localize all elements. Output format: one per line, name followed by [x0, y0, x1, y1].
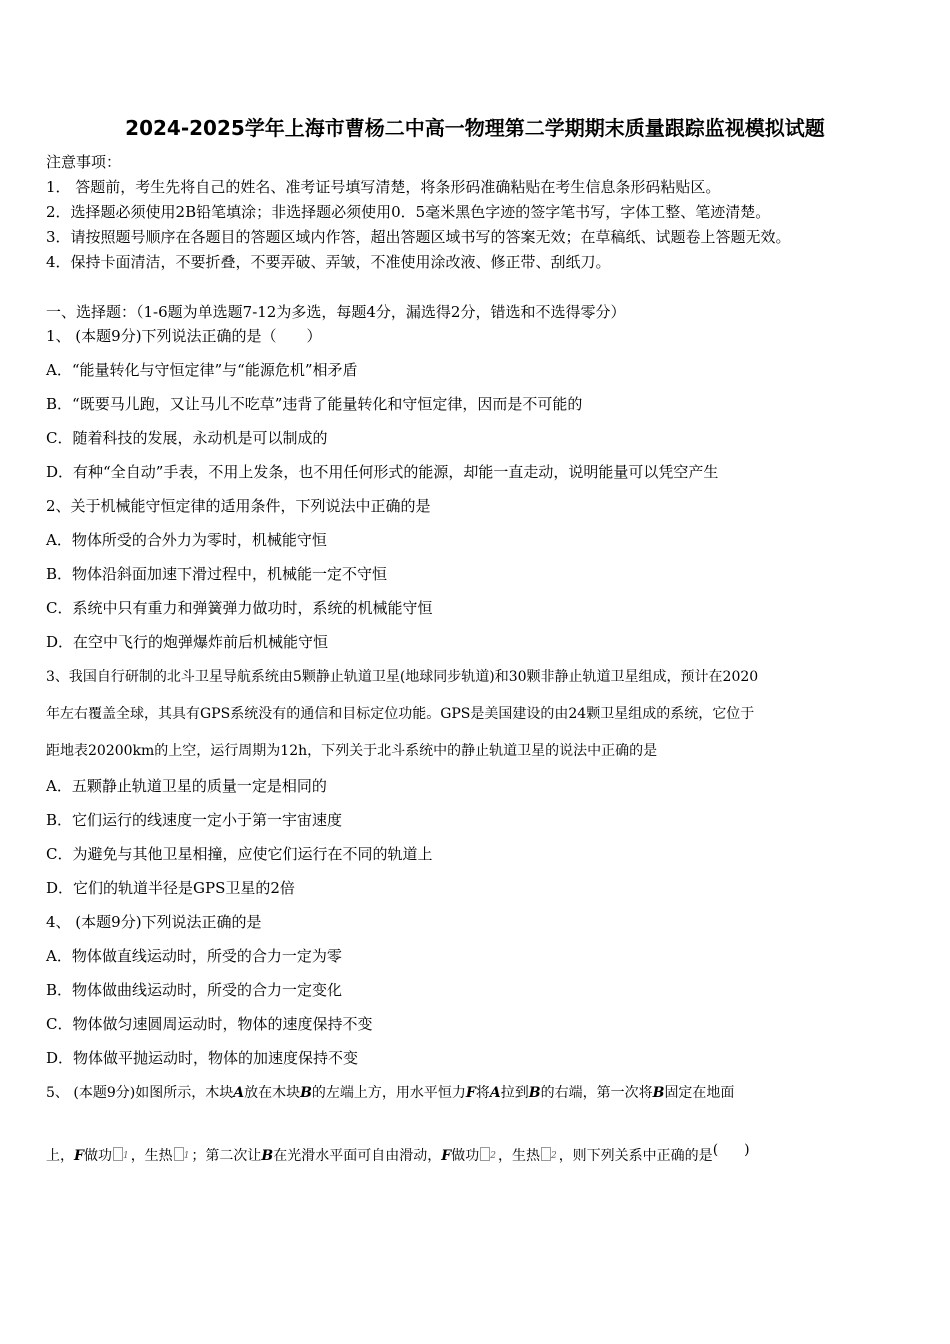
notice-item-2: 2．选择题必须使用2B铅笔填涂；非选择题必须使用0．5毫米黑色字迹的签字笔书写，字体工整、笔迹清楚。 — [46, 203, 771, 221]
formula-image-placeholder — [174, 1147, 184, 1161]
q1-stem: 1、 (本题9分)下列说法正确的是（ ） — [46, 327, 322, 345]
q1-option-c: C．随着科技的发展，永动机是可以制成的 — [46, 429, 328, 447]
q3-stem-line-1: 3、我国自行研制的北斗卫星导航系统由5颗静止轨道卫星(地球同步轨道)和30颗非静止轨道卫星组成，预计在2020 — [46, 669, 759, 685]
q2-stem: 2、关于机械能守恒定律的适用条件，下列说法中正确的是 — [46, 497, 431, 515]
answer-paren-open: ( — [712, 1142, 719, 1158]
q3-option-c: C．为避免与其他卫星相撞，应使它们运行在不同的轨道上 — [46, 845, 433, 863]
q4-option-b: B．物体做曲线运动时，所受的合力一定变化 — [46, 981, 343, 999]
q2-option-c: C．系统中只有重力和弹簧弹力做功时，系统的机械能守恒 — [46, 599, 433, 617]
q2-option-d: D．在空中飞行的炮弹爆炸前后机械能守恒 — [46, 633, 329, 651]
q4-stem: 4、 (本题9分)下列说法正确的是 — [46, 913, 262, 931]
q1-option-b: B．“既要马儿跑，又让马儿不吃草”违背了能量转化和守恒定律，因而是不可能的 — [46, 395, 583, 413]
page-title: 2024-2025学年上海市曹杨二中高一物理第二学期期末质量跟踪监视模拟试题 — [125, 116, 825, 140]
q2-option-a: A．物体所受的合外力为零时，机械能守恒 — [46, 531, 327, 549]
q3-stem-line-3: 距地表20200km的上空，运行周期为12h，下列关于北斗系统中的静止轨道卫星的说法中正确的是 — [46, 743, 658, 759]
q1-option-d: D．有种“全自动”手表，不用上发条，也不用任何形式的能源，却能一直走动，说明能量可以凭空产生 — [46, 463, 719, 481]
q4-option-a: A．物体做直线运动时，所受的合力一定为零 — [46, 947, 342, 965]
q1-option-a: A．“能量转化与守恒定律”与“能源危机”相矛盾 — [46, 361, 358, 379]
notice-item-1: 1． 答题前，考生先将自己的姓名、准考证号填写清楚，将条形码准确粘贴在考生信息条形码粘贴区。 — [46, 178, 721, 196]
notice-item-4: 4．保持卡面清洁，不要折叠，不要弄破、弄皱，不准使用涂改液、修正带、刮纸刀。 — [46, 253, 611, 271]
answer-paren-close: ) — [744, 1142, 750, 1158]
q3-option-d: D．它们的轨道半径是GPS卫星的2倍 — [46, 879, 295, 897]
notice-item-3: 3．请按照题号顺序在各题目的答题区域内作答，超出答题区域书写的答案无效；在草稿纸、试题卷上答题无效。 — [46, 228, 791, 246]
q4-option-c: C．物体做匀速圆周运动时，物体的速度保持不变 — [46, 1015, 373, 1033]
q3-option-a: A．五颗静止轨道卫星的质量一定是相同的 — [46, 777, 327, 795]
q3-stem-line-2: 年左右覆盖全球，其具有GPS系统没有的通信和目标定位功能。GPS是美国建设的由24颗卫星组成的系统，它位于 — [46, 706, 755, 722]
q5-stem-line-1: 5、 (本题9分)如图所示，木块A放在木块B的左端上方，用水平恒力F将A拉到B的右端，第一次将B固定在地面 — [46, 1085, 735, 1101]
q4-option-d: D．物体做平抛运动时，物体的加速度保持不变 — [46, 1049, 359, 1067]
formula-image-placeholder — [541, 1147, 551, 1161]
formula-image-placeholder — [113, 1147, 123, 1161]
q3-option-b: B．它们运行的线速度一定小于第一宇宙速度 — [46, 811, 343, 829]
notice-heading: 注意事项： — [46, 153, 122, 171]
q2-option-b: B．物体沿斜面加速下滑过程中，机械能一定不守恒 — [46, 565, 388, 583]
section-heading: 一、选择题：（1-6题为单选题7-12为多选，每题4分，漏选得2分，错选和不选得零分） — [46, 303, 626, 321]
q5-stem-line-2: 上，F做功 $^1$ ，生热 $^1$ ；第二次让B在光滑水平面可自由滑动，F做功 $^2$ ，生热 $^2$ ，则下列关系中正确的是( ) — [46, 1142, 750, 1164]
formula-image-placeholder — [480, 1147, 490, 1161]
